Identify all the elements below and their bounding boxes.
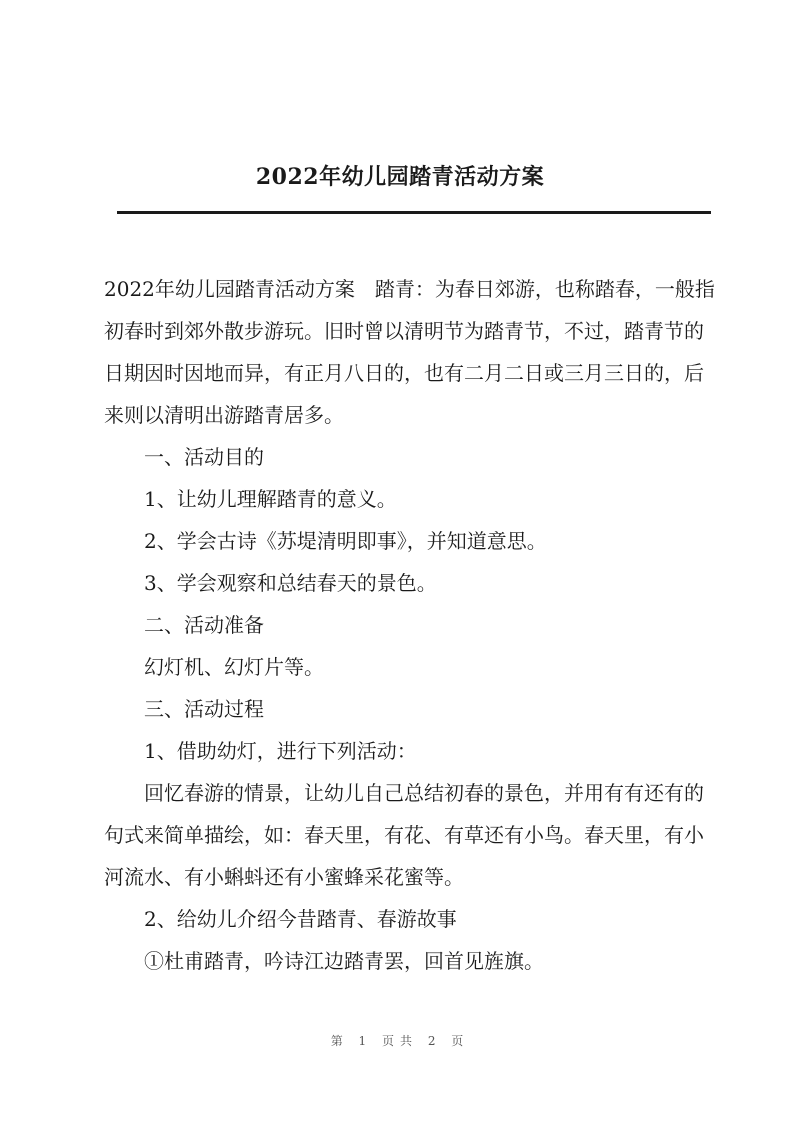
document-body: [104, 268, 716, 982]
section-heading-process: 三、活动过程: [144, 697, 264, 721]
process-paragraph: 回忆春游的情景，让幼儿自己总结初春的景色，并用有有还有的句式来简单描绘，如：春天里，有花、有草还有小鸟。春天里，有小河流水、有小蝌蚪还有小蜜蜂采花蜜等。: [104, 781, 704, 889]
intro-paragraph: 2022年幼儿园踏青活动方案 踏青：为春日郊游，也称踏春，一般指初春时到郊外散步游玩。旧时曾以清明节为踏青节，不过，踏青节的日期因时因地而异，有正月八日的，也有二月二日或三月三日的，后来则以清明出游踏青居多。: [104, 277, 715, 427]
list-item: ①杜甫踏青，吟诗江边踏青罢，回首见旌旗。: [144, 949, 544, 973]
list-item: 2、给幼儿介绍今昔踏青、春游故事: [144, 907, 457, 931]
section-heading-preparation: 二、活动准备: [144, 613, 264, 637]
preparation-text: 幻灯机、幻灯片等。: [144, 655, 324, 679]
list-item: 1、让幼儿理解踏青的意义。: [144, 487, 397, 511]
list-item: 3、学会观察和总结春天的景色。: [144, 571, 437, 595]
title-divider: [117, 211, 711, 214]
section-heading-goals: 一、活动目的: [144, 445, 264, 469]
list-item: 1、借助幼灯，进行下列活动：: [144, 739, 417, 763]
document-title: 2022年幼儿园踏青活动方案: [255, 164, 545, 190]
page-footer: 第 1 页共 2 页: [330, 1034, 470, 1048]
list-item: 2、学会古诗《苏堤清明即事》，并知道意思。: [144, 529, 547, 553]
